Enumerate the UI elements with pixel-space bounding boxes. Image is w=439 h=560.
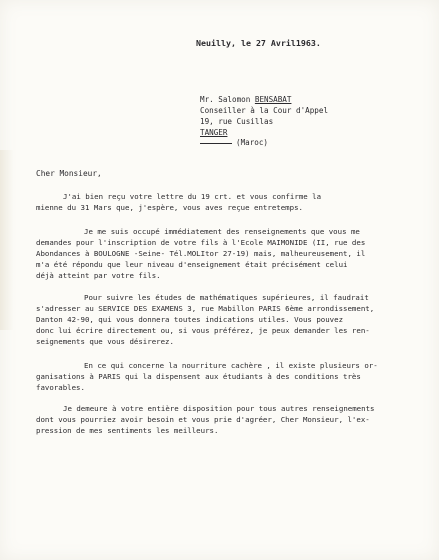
paragraph-line: Pour suivre les études de mathématiques supérieures, il faudrait: [84, 293, 369, 302]
recipient-title: Conseiller à la Cour d'Appel: [200, 106, 329, 115]
salutation: Cher Monsieur,: [36, 169, 102, 178]
paragraph-line: ganisations à PARIS qui la dispensent aux étudiants à des conditions très: [36, 372, 361, 381]
paragraph-line: m'a été répondu que leur niveau d'enseignement était précisément celui: [36, 260, 348, 269]
recipient-name-prefix: Mr. Salomon: [200, 95, 255, 104]
recipient-surname: BENSABAT: [254, 95, 292, 104]
paragraph-line: pression de mes sentiments les meilleurs.: [36, 426, 219, 435]
paragraph-line: s'adresser au SERVICE DES EXAMENS 3, rue Mabillon PARIS 6ème arrondissement,: [36, 304, 375, 313]
paragraph-line: Je me suis occupé immédiatement des renseignements que vous me: [84, 227, 360, 236]
recipient-city: TANGER: [200, 128, 228, 137]
paragraph-line: Je demeure à votre entière disposition pour tous autres renseignements: [63, 404, 375, 413]
paragraph-line: déjà atteint par votre fils.: [36, 271, 161, 280]
paragraph-line: donc lui écrire directement ou, si vous préférez, je peux demander les ren-: [36, 326, 370, 335]
paragraph-line: En ce qui concerne la nourriture cachère , il existe plusieurs or-: [84, 361, 378, 370]
recipient-country: (Maroc): [236, 138, 269, 147]
paragraph-line: favorables.: [36, 383, 85, 392]
paragraph-line: dont vous pourriez avoir besoin et vous prie d'agréer, Cher Monsieur, l'ex-: [36, 415, 370, 424]
dash-rule: [200, 143, 232, 144]
paragraph-line: seignements que vous désirerez.: [36, 337, 174, 346]
paper-stain: [0, 150, 14, 330]
paragraph-line: Abondances à BOULOGNE -Seine- Tél.MOLItor 27-19) mais, malheureusement, il: [36, 249, 366, 258]
recipient-street: 19, rue Cusillas: [200, 117, 274, 126]
letter-date: Neuilly, le 27 Avril1963.: [196, 38, 321, 48]
paragraph-line: demandes pour l'inscription de votre fils à l'Ecole MAIMONIDE (II, rue des: [36, 238, 366, 247]
paragraph-line: Danton 42-90, qui vous donnera toutes indications utiles. Vous pouvez: [36, 315, 344, 324]
recipient-name: [200, 96, 291, 104]
paragraph-line: J'ai bien reçu votre lettre du 19 crt. et vous confirme la: [63, 192, 322, 201]
recipient-country-line: [200, 139, 268, 147]
paragraph-line: mienne du 31 Mars que, j'espère, vous aves reçue entretemps.: [36, 203, 303, 212]
